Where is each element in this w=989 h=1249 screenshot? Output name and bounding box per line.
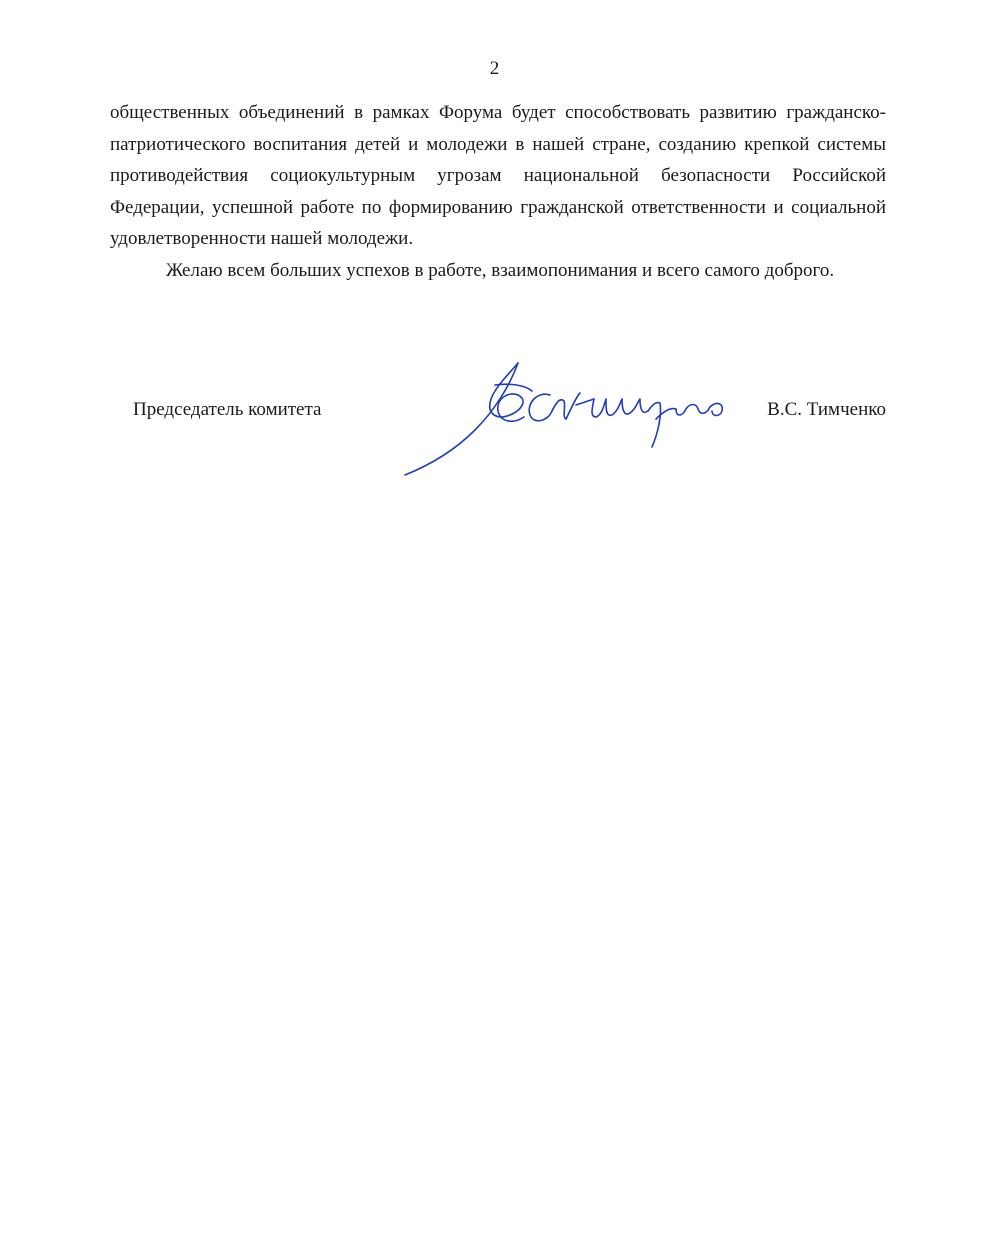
letter-body <box>110 97 886 287</box>
signer-name: В.С. Тимченко <box>767 399 886 420</box>
page-number: 2 <box>489 58 500 79</box>
body-paragraph: общественных объединений в рамках Форума будет способствовать развитию гражданско-патриотического воспитания детей и молодежи в нашей стране, созданию крепкой системы противодействия социокультурным угрозам национальной безопасности Российской Федерации, успешной работе по формированию гражданской ответственности и социальной удовлетворенности нашей молодежи. <box>110 102 886 250</box>
handwritten-signature <box>400 355 730 480</box>
closing-paragraph: Желаю всем больших успехов в работе, взаимопонимания и всего самого доброго. <box>166 259 835 281</box>
signer-position: Председатель комитета <box>133 399 322 420</box>
